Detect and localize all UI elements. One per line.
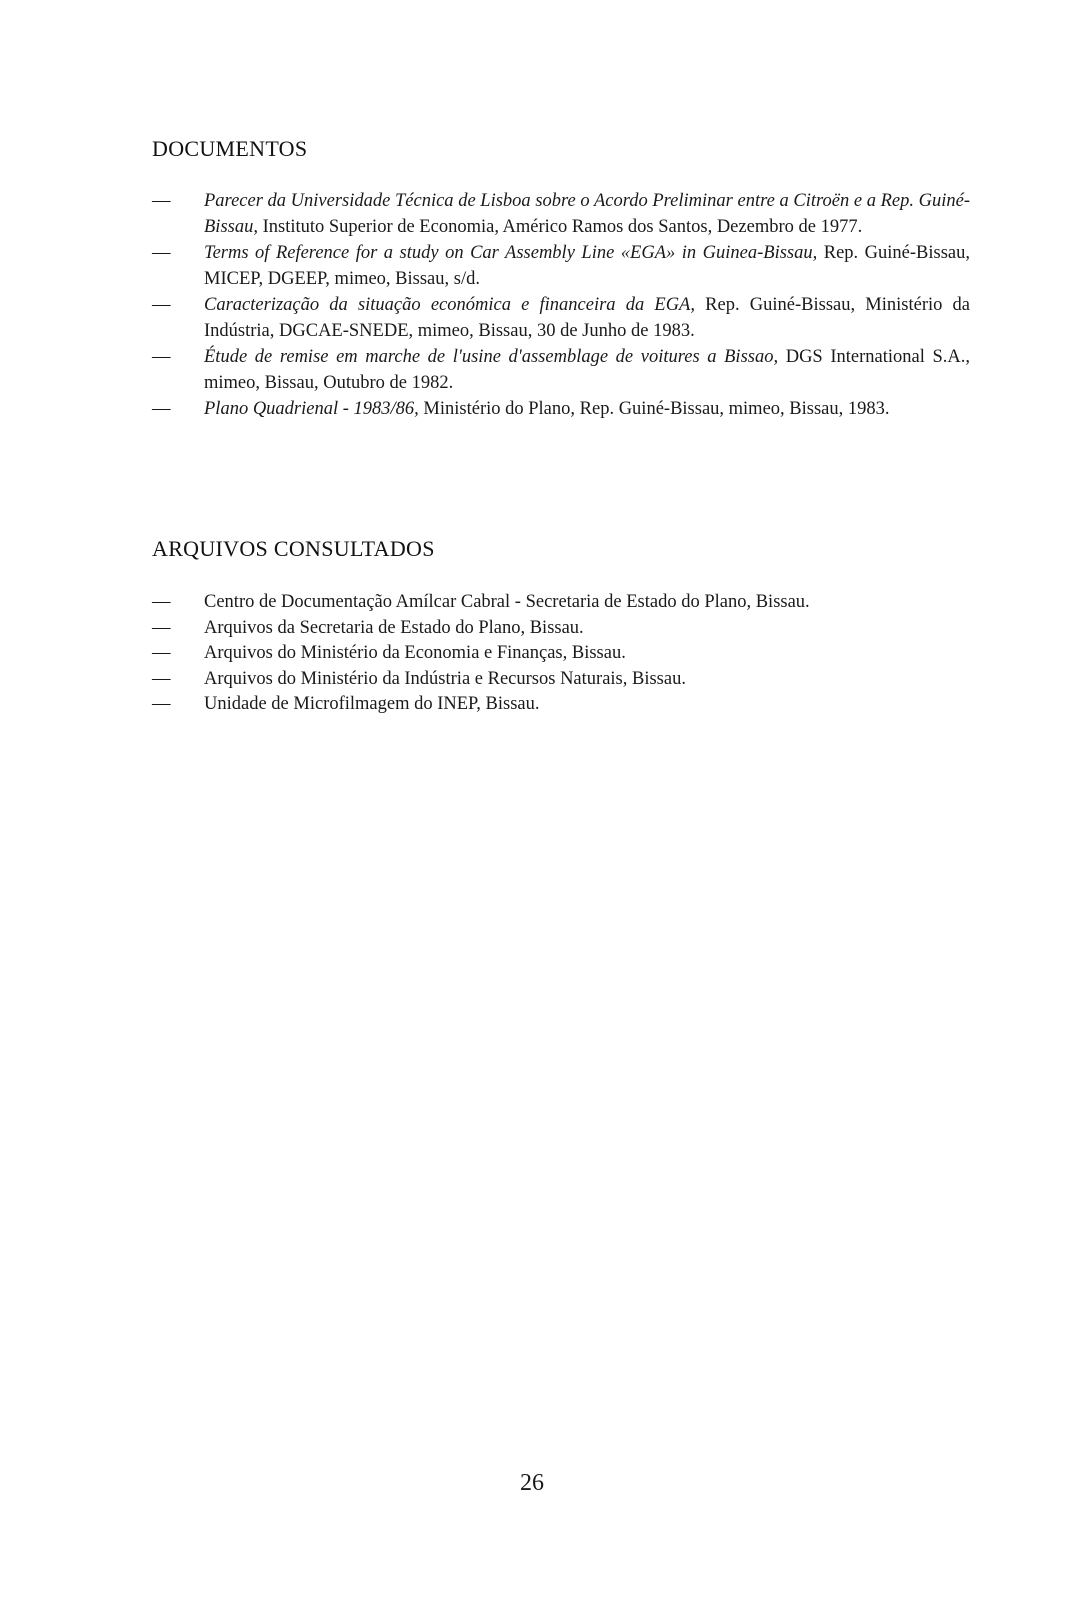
list-dash: —	[152, 617, 171, 638]
document-details: Instituto Superior de Economia, Américo Ramos dos Santos, Dezembro de 1977.	[257, 217, 863, 237]
archive-name: Arquivos do Ministério da Indústria e Recursos Naturais, Bissau.	[204, 668, 686, 689]
document-details: Rep. Guiné-Bissau, Ministério da Indústria, DGCAE-SNEDE, mimeo, Bissau, 30 de Junho de 1983.	[204, 295, 971, 341]
section-heading-arquivos-consultados: ARQUIVOS CONSULTADOS	[152, 536, 435, 561]
list-item	[152, 641, 970, 667]
list-dash: —	[152, 592, 171, 612]
document-title: Plano Quadrienal - 1983/86,	[204, 399, 419, 419]
list-dash: —	[152, 243, 171, 263]
page-number: 26	[520, 1470, 544, 1496]
list-dash: —	[152, 643, 171, 663]
list-dash: —	[152, 694, 171, 714]
list-item	[152, 396, 970, 422]
archive-name: Centro de Documentação Amílcar Cabral - Secretaria de Estado do Plano, Bissau.	[204, 592, 810, 612]
list-dash: —	[152, 399, 171, 419]
list-dash: —	[152, 668, 171, 689]
arquivos-list	[152, 590, 970, 718]
document-details: Ministério do Plano, Rep. Guiné-Bissau, mimeo, Bissau, 1983.	[418, 399, 890, 419]
list-item	[152, 692, 970, 718]
document-details: Rep. Guiné-Bissau, MICEP, DGEEP, mimeo, Bissau, s/d.	[204, 243, 970, 289]
document-title: Terms of Reference for a study on Car Assembly Line «EGA» in Guinea-Bissau,	[204, 243, 818, 263]
list-item	[152, 590, 970, 616]
list-dash: —	[152, 191, 171, 211]
archive-name: Arquivos do Ministério da Economia e Finanças, Bissau.	[204, 643, 626, 663]
documentos-list	[152, 188, 970, 422]
archive-name: Unidade de Microfilmagem do INEP, Bissau.	[204, 694, 540, 714]
document-title: Caracterização da situação económica e financeira da EGA,	[204, 295, 695, 315]
document-details: DGS International S.A., mimeo, Bissau, Outubro de 1982.	[204, 347, 970, 393]
section-heading-documentos: DOCUMENTOS	[152, 136, 308, 161]
document-title: Étude de remise em marche de l'usine d'assemblage de voitures a Bissao,	[204, 347, 779, 367]
document-title: Parecer da Universidade Técnica de Lisboa sobre o Acordo Preliminar entre a Citroën e a Rep. Guiné-Bissau,	[204, 191, 970, 237]
archive-name: Arquivos da Secretaria de Estado do Plano, Bissau.	[204, 617, 584, 638]
list-item	[152, 188, 970, 240]
list-item	[152, 292, 970, 344]
list-item	[152, 344, 970, 396]
list-dash: —	[152, 295, 171, 315]
list-item	[152, 616, 970, 642]
list-item	[152, 240, 970, 292]
list-dash: —	[152, 347, 171, 367]
list-item	[152, 667, 970, 693]
